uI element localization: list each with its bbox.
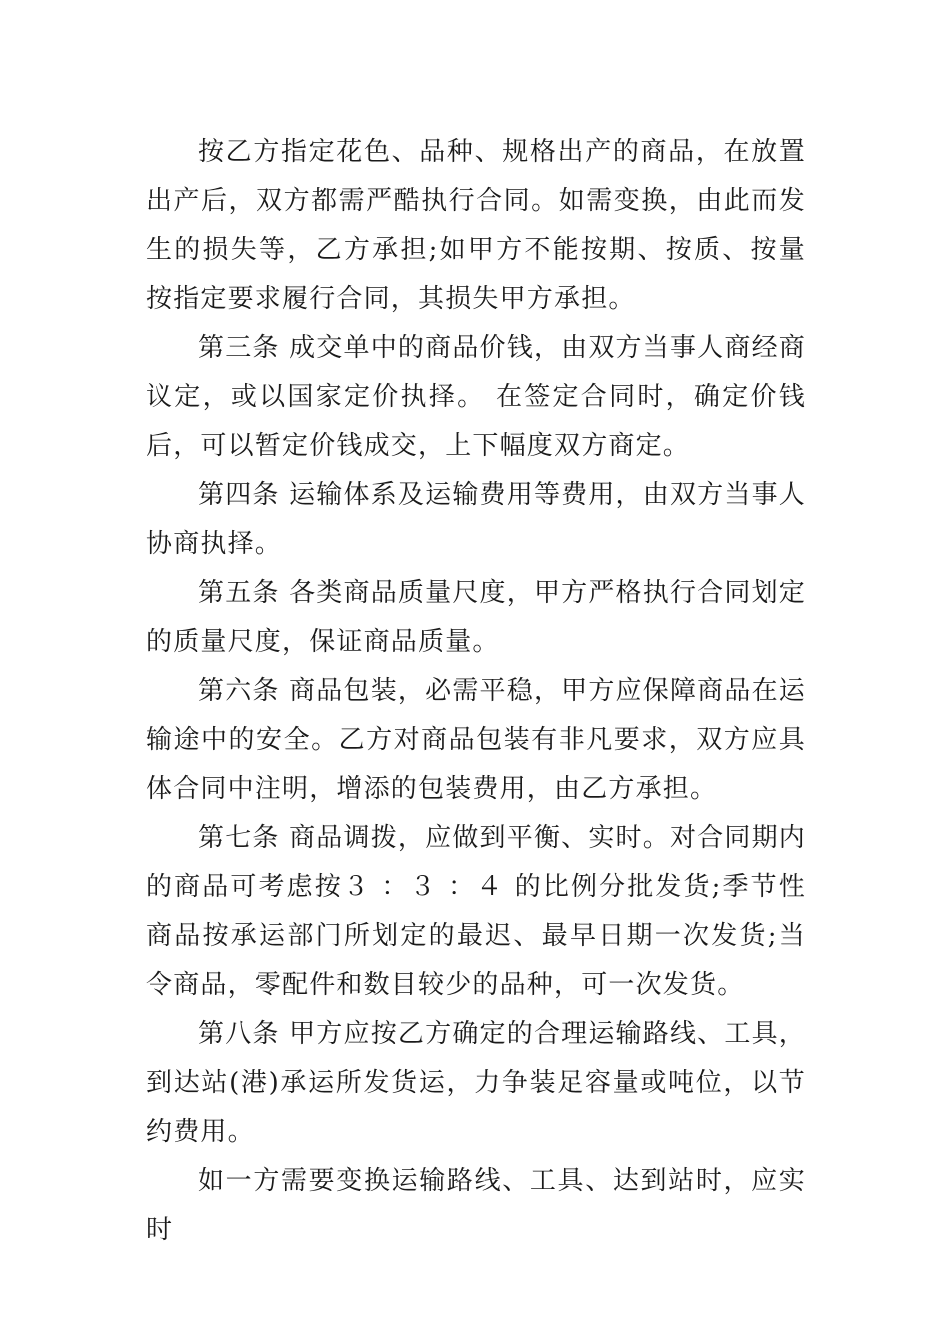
paragraph-article-6-packaging: 第六条 商品包装，必需平稳，甲方应保障商品在运输途中的安全。乙方对商品包装有非凡要求，双方应具体合同中注明，增添的包装费用，由乙方承担。 bbox=[146, 676, 806, 804]
paragraph-article-5-quality: 第五条 各类商品质量尺度，甲方严格执行合同划定的质量尺度，保证商品质量。 bbox=[146, 578, 806, 657]
document-page bbox=[146, 128, 806, 1255]
paragraph-article-3-pricing: 第三条 成交单中的商品价钱，由双方当事人商经商议定，或以国家定价执择。 在签定合同时，确定价钱后，可以暂定价钱成交，上下幅度双方商定。 bbox=[146, 333, 806, 461]
paragraph-goods-spec-clause: 按乙方指定花色、品种、规格出产的商品，在放置出产后，双方都需严酷执行合同。如需变换，由此而发生的损失等，乙方承担;如甲方不能按期、按质、按量按指定要求履行合同，其损失甲方承担。 bbox=[146, 137, 806, 314]
paragraph-article-4-transport: 第四条 运输体系及运输费用等费用，由双方当事人协商执择。 bbox=[146, 480, 806, 559]
paragraph-route-change: 如一方需要变换运输路线、工具、达到站时，应实时 bbox=[146, 1166, 806, 1245]
paragraph-article-8-routing: 第八条 甲方应按乙方确定的合理运输路线、工具，到达站(港)承运所发货运，力争装足容量或吨位，以节约费用。 bbox=[146, 1019, 806, 1147]
paragraph-article-7-allocation: 第七条 商品调拨，应做到平衡、实时。对合同期内的商品可考虑按３ ：３ ：４ 的比例分批发货;季节性商品按承运部门所划定的最迟、最早日期一次发货;当令商品，零配件和数目较少的品种，可一次发货。 bbox=[146, 823, 806, 1000]
